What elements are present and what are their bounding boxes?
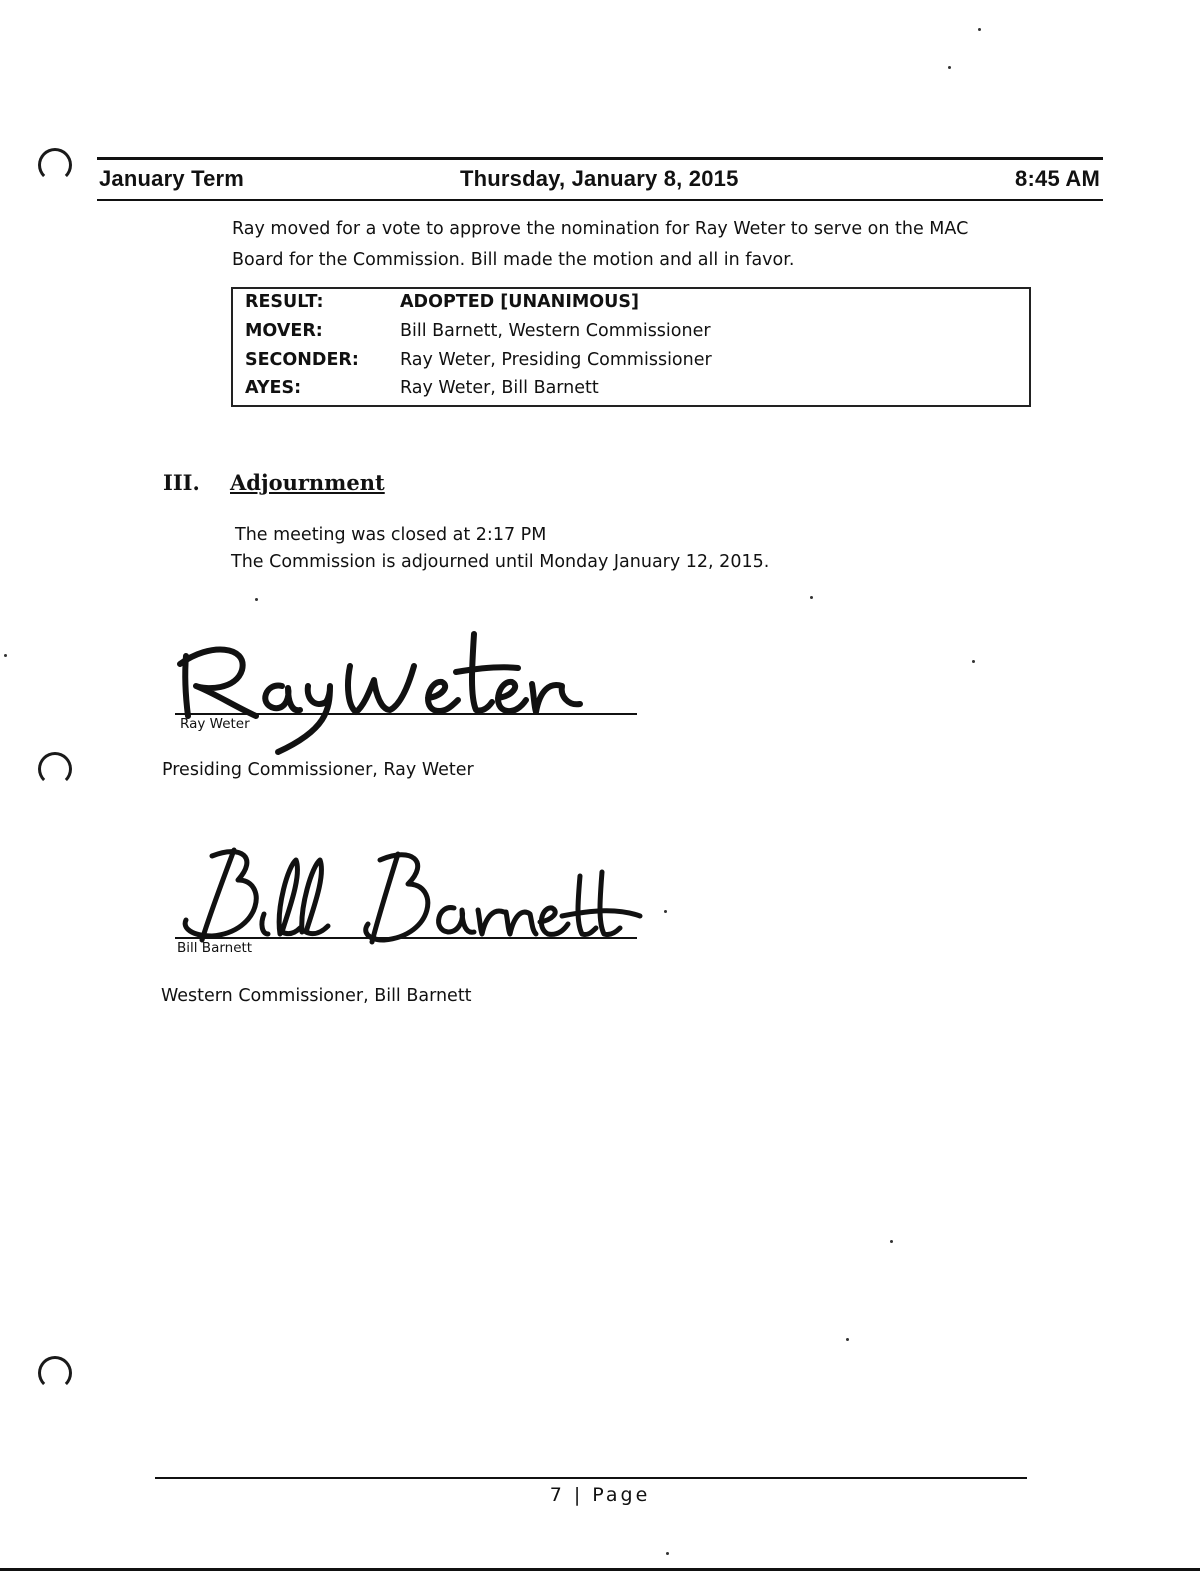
punch-hole-bottom [38,1356,72,1390]
header-bottom-rule [97,199,1103,201]
signature-line-1 [175,713,637,715]
ayes-label: AYES: [245,378,302,398]
scan-speck [846,1338,849,1341]
scan-speck [978,28,981,31]
seconder-label: SECONDER: [245,350,359,370]
result-label: RESULT: [245,292,324,312]
header-top-rule [97,157,1103,160]
signature-line-2 [175,937,637,939]
scan-bottom-edge [0,1568,1200,1571]
scan-speck [666,1552,669,1555]
signer-title-2: Western Commissioner, Bill Barnett [161,986,472,1006]
scan-speck [664,910,667,913]
seconder-value: Ray Weter, Presiding Commissioner [400,350,712,370]
page-number: 7 | Page [549,1484,651,1506]
scan-speck [890,1240,893,1243]
signer-title-1: Presiding Commissioner, Ray Weter [162,760,474,780]
adjournment-line-2: The Commission is adjourned until Monday January 12, 2015. [231,552,770,572]
punch-hole-middle [38,752,72,786]
section-number: III. [163,470,200,495]
scan-speck [4,654,7,657]
ayes-value: Ray Weter, Bill Barnett [400,378,599,398]
motion-result-table [231,287,1031,407]
motion-text-line-1: Ray moved for a vote to approve the nomination for Ray Weter to serve on the MAC [232,219,969,239]
result-value: ADOPTED [UNANIMOUS] [400,292,639,312]
scan-speck [255,598,258,601]
punch-hole-top [38,148,72,182]
signature-ray-weter [170,620,590,760]
printed-name-2: Bill Barnett [177,940,253,956]
section-title: Adjournment [230,470,385,495]
motion-text-line-2: Board for the Commission. Bill made the motion and all in favor. [232,250,795,270]
scan-speck [972,660,975,663]
footer-rule [155,1477,1027,1479]
printed-name-1: Ray Weter [180,716,250,732]
mover-label: MOVER: [245,321,323,341]
scan-speck [810,596,813,599]
header-date: Thursday, January 8, 2015 [460,166,739,191]
adjournment-line-1: The meeting was closed at 2:17 PM [235,525,547,545]
header-time: 8:45 AM [1015,166,1100,191]
header-term: January Term [99,166,245,191]
mover-value: Bill Barnett, Western Commissioner [400,321,711,341]
scan-speck [948,66,951,69]
